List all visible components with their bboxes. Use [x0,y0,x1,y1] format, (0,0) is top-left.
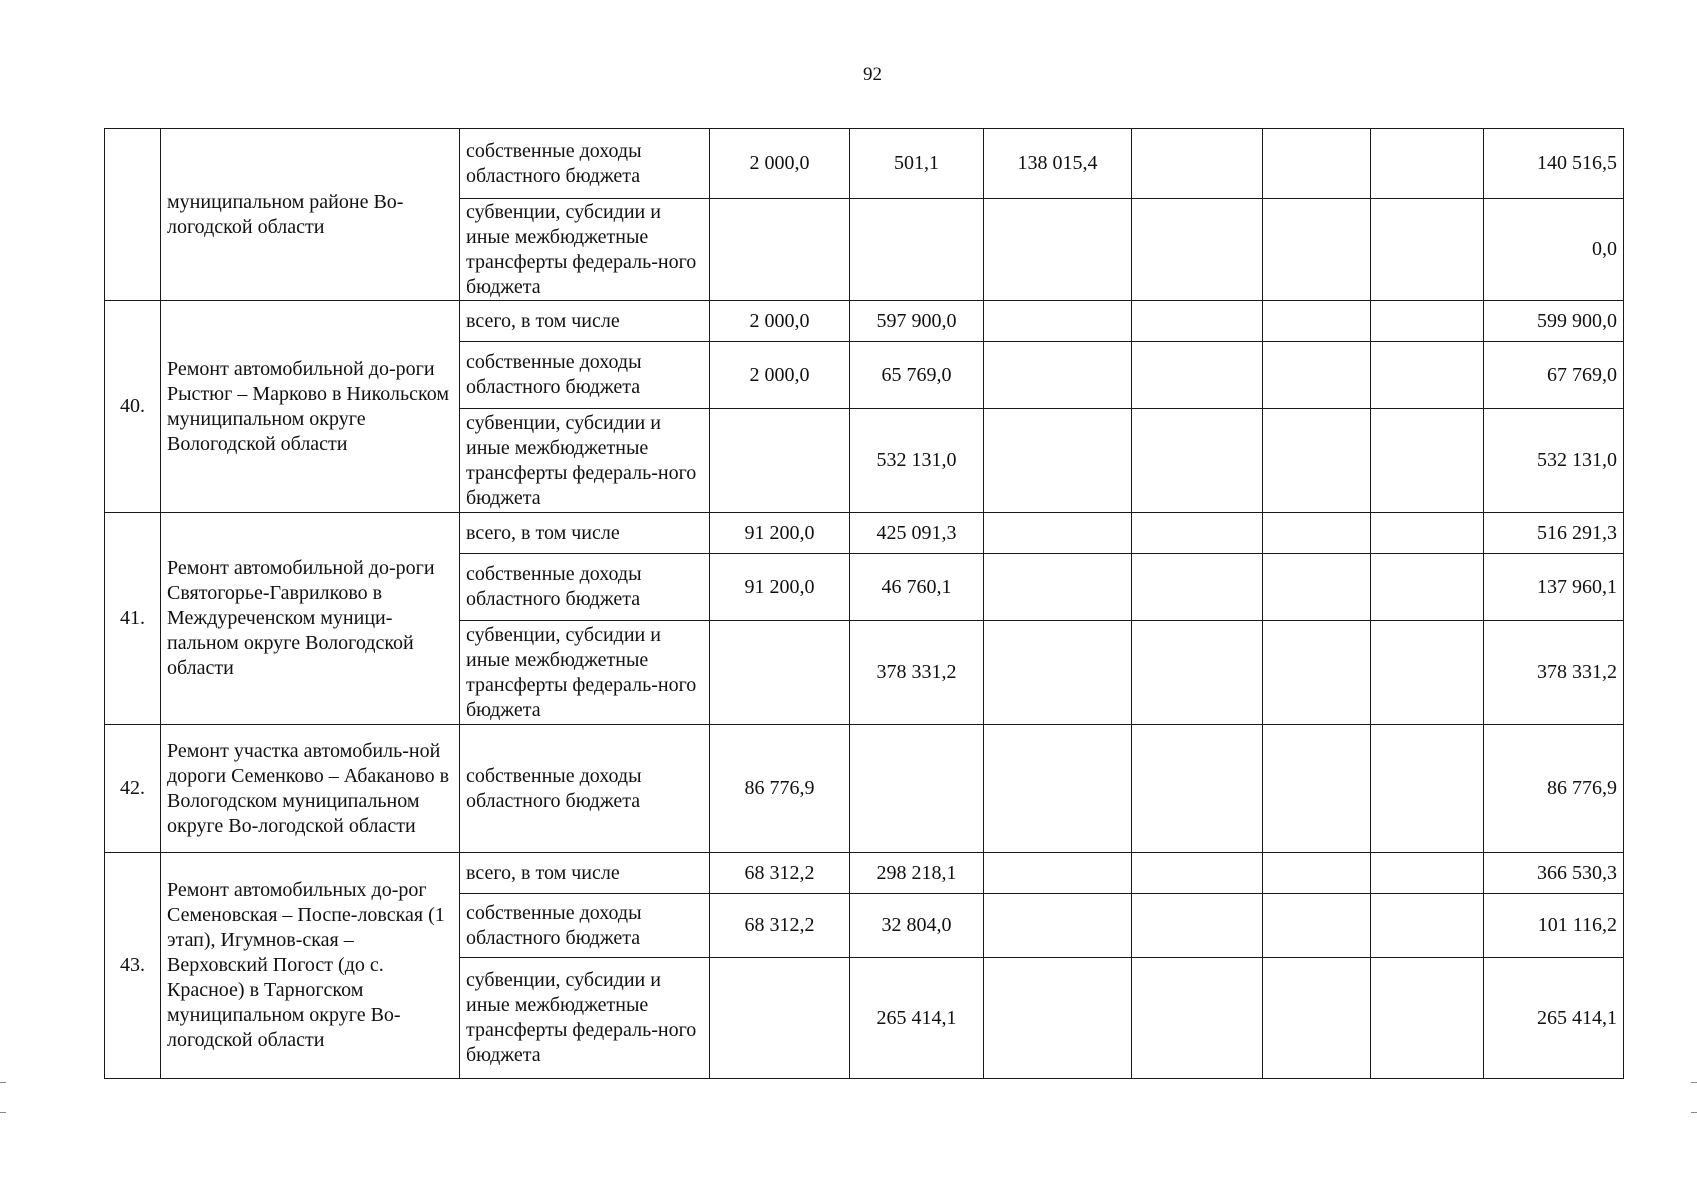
total-cell: 67 769,0 [1484,342,1624,409]
empty-cell [1263,958,1371,1079]
scan-mark [1691,1082,1697,1083]
value-cell: 46 760,1 [850,554,984,621]
value-cell: 68 312,2 [710,894,850,958]
value-cell: 378 331,2 [850,621,984,725]
empty-cell [1371,894,1484,958]
row-number [105,129,161,301]
value-cell: 65 769,0 [850,342,984,409]
funding-source: субвенции, субсидии и иные межбюджетные трансферты федераль-ного бюджета [460,621,710,725]
total-cell: 137 960,1 [1484,554,1624,621]
empty-cell [1263,129,1371,199]
value-cell [984,958,1132,1079]
value-cell [984,513,1132,554]
value-cell [710,958,850,1079]
empty-cell [1371,554,1484,621]
project-name: Ремонт автомобильной до-роги Рыстюг – Марково в Никольском муниципальном округе Вологодской области [161,301,460,513]
table-row [105,725,1624,853]
empty-cell [1371,409,1484,513]
empty-cell [1371,621,1484,725]
row-number: 43. [105,853,161,1079]
funding-source: собственные доходы областного бюджета [460,725,710,853]
funding-source: собственные доходы областного бюджета [460,894,710,958]
total-cell: 599 900,0 [1484,301,1624,342]
empty-cell [1371,513,1484,554]
total-cell: 532 131,0 [1484,409,1624,513]
total-cell: 378 331,2 [1484,621,1624,725]
empty-cell [1263,894,1371,958]
empty-cell [1371,725,1484,853]
empty-cell [1263,199,1371,301]
value-cell [984,725,1132,853]
row-number: 40. [105,301,161,513]
project-name: муниципальном районе Во-логодской области [161,129,460,301]
table-row [105,129,1624,199]
empty-cell [1132,725,1263,853]
value-cell [710,199,850,301]
scan-mark [1691,1112,1697,1113]
total-cell: 265 414,1 [1484,958,1624,1079]
empty-cell [1132,853,1263,894]
empty-cell [1263,409,1371,513]
empty-cell [1132,621,1263,725]
total-cell: 140 516,5 [1484,129,1624,199]
value-cell: 2 000,0 [710,301,850,342]
value-cell [984,621,1132,725]
value-cell: 265 414,1 [850,958,984,1079]
row-number: 41. [105,513,161,725]
empty-cell [1263,853,1371,894]
value-cell [984,301,1132,342]
budget-table [104,128,1624,1079]
value-cell: 425 091,3 [850,513,984,554]
table-row [105,301,1624,342]
value-cell: 501,1 [850,129,984,199]
table-row [105,513,1624,554]
value-cell: 597 900,0 [850,301,984,342]
value-cell: 2 000,0 [710,129,850,199]
value-cell [984,554,1132,621]
scan-mark [0,1112,6,1113]
empty-cell [1132,199,1263,301]
value-cell: 91 200,0 [710,554,850,621]
empty-cell [1263,554,1371,621]
empty-cell [1371,853,1484,894]
total-cell: 101 116,2 [1484,894,1624,958]
total-cell: 366 530,3 [1484,853,1624,894]
empty-cell [1263,301,1371,342]
empty-cell [1132,301,1263,342]
page-number: 92 [863,64,882,85]
empty-cell [1132,554,1263,621]
value-cell: 298 218,1 [850,853,984,894]
funding-source: собственные доходы областного бюджета [460,554,710,621]
value-cell [984,409,1132,513]
total-cell: 516 291,3 [1484,513,1624,554]
value-cell [850,725,984,853]
value-cell [984,853,1132,894]
empty-cell [1371,958,1484,1079]
empty-cell [1371,129,1484,199]
value-cell [984,199,1132,301]
empty-cell [1132,129,1263,199]
empty-cell [1371,301,1484,342]
value-cell: 86 776,9 [710,725,850,853]
empty-cell [1263,621,1371,725]
funding-source: всего, в том числе [460,301,710,342]
funding-source: субвенции, субсидии и иные межбюджетные трансферты федераль-ного бюджета [460,409,710,513]
value-cell: 532 131,0 [850,409,984,513]
funding-source: собственные доходы областного бюджета [460,342,710,409]
table-row [105,853,1624,894]
empty-cell [1132,342,1263,409]
empty-cell [1132,894,1263,958]
total-cell: 86 776,9 [1484,725,1624,853]
project-name: Ремонт автомобильных до-рог Семеновская – Поспе-ловская (1 этап), Игумнов-ская – Верховский Погост (до с. Красное) в Тарногском муниципальном округе Во-логодской области [161,853,460,1079]
empty-cell [1371,199,1484,301]
project-name: Ремонт автомобильной до-роги Святогорье-Гаврилково в Междуреченском муници-пальном округе Вологодской области [161,513,460,725]
empty-cell [1263,725,1371,853]
value-cell [710,409,850,513]
empty-cell [1371,342,1484,409]
empty-cell [1132,409,1263,513]
funding-source: всего, в том числе [460,513,710,554]
value-cell: 2 000,0 [710,342,850,409]
empty-cell [1263,342,1371,409]
value-cell: 32 804,0 [850,894,984,958]
value-cell: 138 015,4 [984,129,1132,199]
value-cell [984,342,1132,409]
funding-source: субвенции, субсидии и иные межбюджетные трансферты федераль-ного бюджета [460,199,710,301]
value-cell [984,894,1132,958]
funding-source: всего, в том числе [460,853,710,894]
total-cell: 0,0 [1484,199,1624,301]
value-cell [710,621,850,725]
value-cell: 91 200,0 [710,513,850,554]
project-name: Ремонт участка автомобиль-ной дороги Семенково – Абаканово в Вологодском муниципальном округе Во-логодской области [161,725,460,853]
empty-cell [1132,958,1263,1079]
funding-source: субвенции, субсидии и иные межбюджетные трансферты федераль-ного бюджета [460,958,710,1079]
empty-cell [1263,513,1371,554]
scan-mark [0,1082,6,1083]
funding-source: собственные доходы областного бюджета [460,129,710,199]
value-cell [850,199,984,301]
value-cell: 68 312,2 [710,853,850,894]
row-number: 42. [105,725,161,853]
empty-cell [1132,513,1263,554]
